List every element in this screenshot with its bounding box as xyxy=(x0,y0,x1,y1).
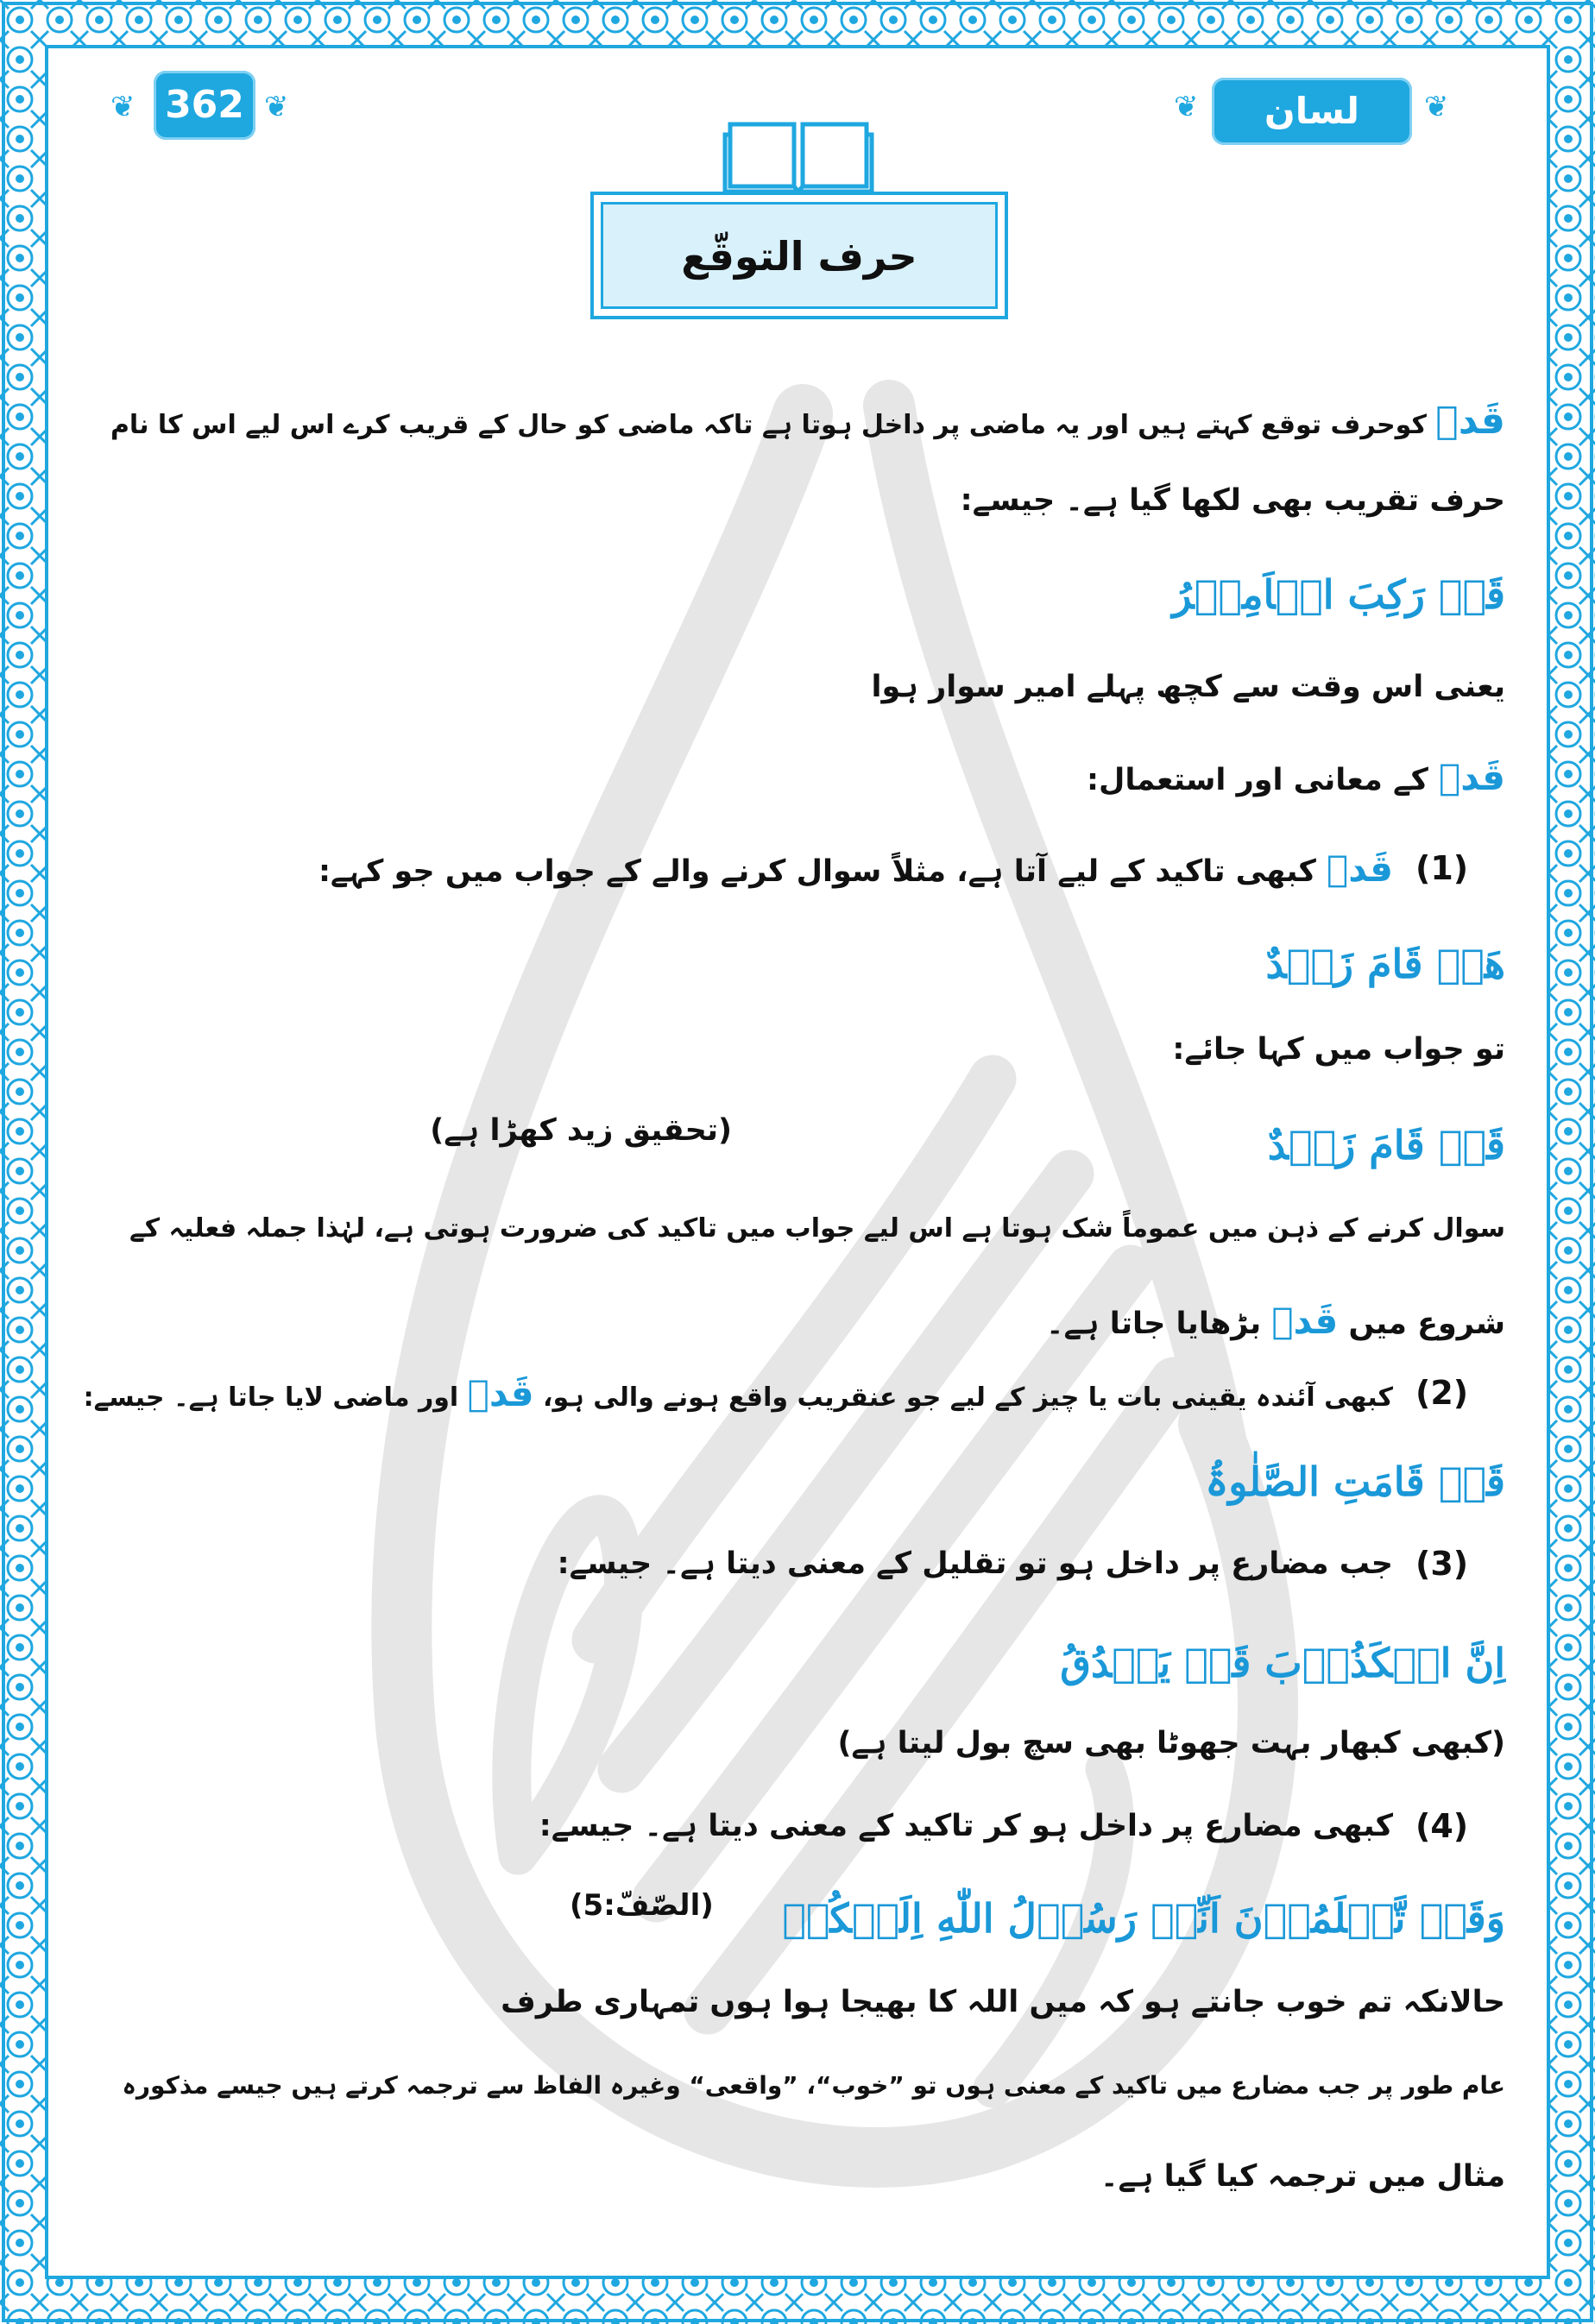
open-book-icon xyxy=(587,100,1010,195)
item-1-text xyxy=(318,847,1393,890)
example-6-arabic: وَقَدۡ تَّعۡلَمُوۡنَ اَنِّیۡ رَسُوۡلُ اللّٰهِ اِلَیۡکُمۡ xyxy=(782,1895,1505,1942)
example-3-arabic: قَدۡ قَامَ زَیۡدٌ xyxy=(1267,1122,1505,1168)
item-1-body: کبھی تاکید کے لیے آتا ہے، مثلاً سوال کرنے والے کے جواب میں جو کہے: xyxy=(318,854,1316,889)
keyword-qad: قَدۡ xyxy=(1327,847,1393,890)
flourish-right-icon: ❦ xyxy=(264,90,289,124)
page-number: 362 xyxy=(154,71,255,140)
flourish-right-icon: ❦ xyxy=(1424,90,1449,124)
example-2-followup: تو جواب میں کہا جائے: xyxy=(1172,1032,1505,1067)
item-4-text: کبھی مضارع پر داخل ہو کر تاکید کے معنی دیتا ہے۔ جیسے: xyxy=(539,1809,1393,1843)
example-6-translation: حالانکہ تم خوب جانتے ہو کہ میں اللہ کا بھیجا ہوا ہوں تمہاری طرف xyxy=(501,1985,1505,2019)
chapter-title-box xyxy=(590,192,1008,319)
keyword-qad: قَدۡ xyxy=(1439,756,1505,798)
intro-line-2: حرف تقریب بھی لکھا گیا ہے۔ جیسے: xyxy=(960,483,1505,518)
item-number: (1) xyxy=(1415,849,1469,887)
running-title: لسان القرآن xyxy=(1212,78,1412,145)
example-5-translation: (کبھی کبھار بہت جھوٹا بھی سچ بول لیتا ہے) xyxy=(837,1726,1505,1760)
meanings-heading xyxy=(1087,756,1505,798)
item-3-text: جب مضارع پر داخل ہو تو تقلیل کے معنی دیتا ہے۔ جیسے: xyxy=(557,1546,1393,1581)
keyword-qad: قَدۡ xyxy=(1271,1300,1339,1342)
explanation-text-a: شروع میں xyxy=(1348,1307,1505,1341)
closing-line-1: عام طور پر جب مضارع میں تاکید کے معنی ہوں تو ”خوب“، ”واقعی“ وغیرہ الفاظ سے ترجمہ کرتے ہیں جیسے مذکورہ xyxy=(122,2071,1505,2100)
keyword-qad: قَدۡ xyxy=(467,1372,534,1414)
intro-line-1 xyxy=(110,399,1505,443)
flourish-left-icon: ❦ xyxy=(1174,90,1199,124)
example-3-translation: (تحقیق زید کھڑا ہے) xyxy=(430,1113,732,1148)
example-4-arabic: قَدۡ قَامَتِ الصَّلٰوۃُ xyxy=(1205,1458,1505,1505)
item-2-body-a: کبھی آئندہ یقینی بات یا چیز کے لیے جو عنقریب واقع ہونے والی ہو، xyxy=(543,1382,1393,1413)
example-6-reference: (الصّفّ:5) xyxy=(570,1888,714,1923)
keyword-qad: قَدۡ xyxy=(1435,399,1505,443)
chapter-title: حرف التوقّع xyxy=(681,233,917,280)
item-2-text xyxy=(84,1372,1393,1414)
item-number: (2) xyxy=(1415,1374,1469,1412)
item-2-body-b: اور ماضی لایا جاتا ہے۔ جیسے: xyxy=(83,1382,459,1413)
explanation-text-b: بڑھایا جاتا ہے۔ xyxy=(1046,1307,1262,1341)
example-2-arabic: هَلۡ قَامَ زَیۡدٌ xyxy=(1265,941,1505,987)
meanings-heading-text: کے معانی اور استعمال: xyxy=(1086,763,1428,797)
intro-text: کوحرف توقع کہتے ہیں اور یہ ماضی پر داخل ہوتا ہے تاکہ ماضی کو حال کے قریب کرے اس لیے اس کا نام xyxy=(110,410,1427,440)
item-number: (3) xyxy=(1415,1545,1469,1583)
item-number: (4) xyxy=(1415,1807,1469,1845)
closing-line-2: مثال میں ترجمہ کیا گیا ہے۔ xyxy=(1100,2159,1505,2194)
explanation-line-2 xyxy=(1046,1300,1505,1342)
example-1-arabic: قَدۡ رَکِبَ الۡاَمِیۡرُ xyxy=(1172,571,1505,618)
flourish-left-icon: ❦ xyxy=(110,90,136,124)
example-1-translation: یعنی اس وقت سے کچھ پہلے امیر سوار ہوا xyxy=(871,670,1505,704)
explanation-line-1: سوال کرنے کے ذہن میں عموماً شک ہوتا ہے اس لیے جواب میں تاکید کی ضرورت ہوتی ہے، لہٰذا جملہ فعلیہ کے xyxy=(129,1213,1505,1244)
example-5-arabic: اِنَّ الۡکَذُوۡبَ قَدۡ یَصۡدُقُ xyxy=(1060,1640,1505,1686)
